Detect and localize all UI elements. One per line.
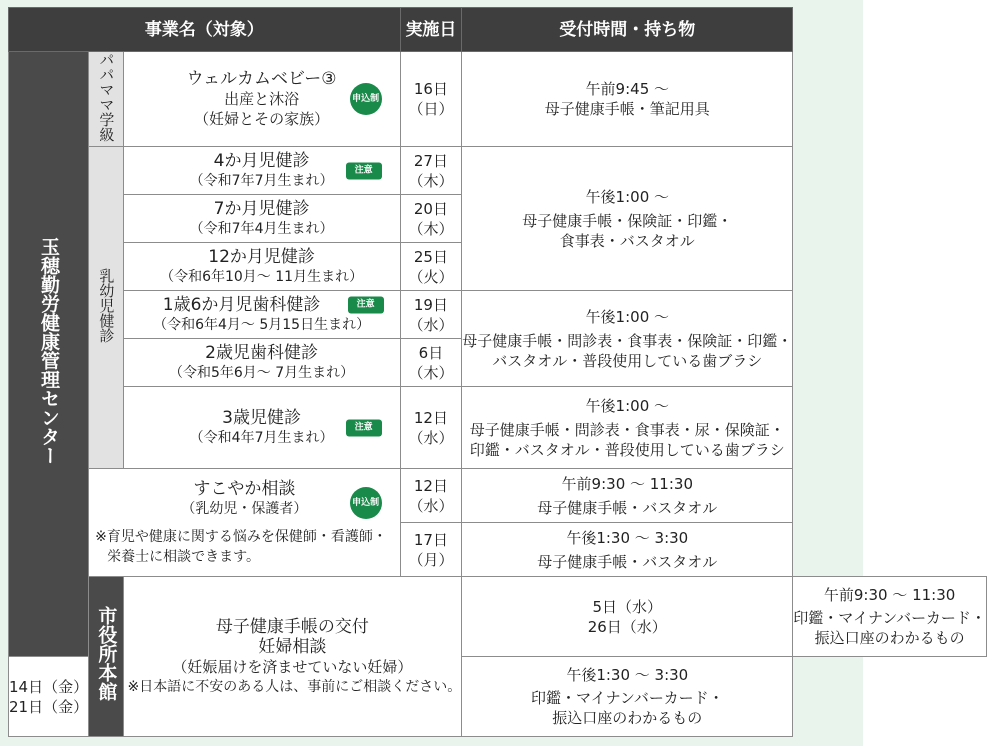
reception-cell: 午前9:45 ～ 母子健康手帳・筆記用具: [462, 52, 793, 147]
program-dental-18m: 1歳6か月児歯科健診 （令和6年4月～ 5月15日生まれ） 注意: [123, 291, 400, 339]
program-checkup-12m: 12か月児健診 （令和6年10月～ 11月生まれ）: [123, 243, 400, 291]
date-cell: 12日（水）: [400, 469, 462, 523]
reception-cell: 午後1:00 ～ 母子健康手帳・問診表・食事表・尿・保険証・ 印鑑・バスタオル・普段使用している歯ブラシ: [462, 387, 793, 469]
date-cell: 14日（金） 21日（金）: [9, 657, 89, 737]
reception-cell: 午後1:30 ～ 3:30 印鑑・マイナンバーカード・ 振込口座のわかるもの: [462, 657, 793, 737]
table-row: [9, 387, 987, 469]
group-infant-checkup: 乳幼児健診: [89, 147, 123, 469]
location-center: 玉穂勤労健康管理センター: [9, 52, 89, 657]
date-cell: 27日（木）: [400, 147, 462, 195]
program-handbook: 母子健康手帳の交付 妊婦相談 （妊娠届けを済ませていない妊婦） ※日本語に不安のある人は、事前にご相談ください。: [123, 577, 462, 737]
caution-badge: 注意: [348, 297, 384, 314]
header-reception: 受付時間・持ち物: [462, 8, 793, 52]
date-cell: 6日（木）: [400, 339, 462, 387]
reception-cell: 午後1:00 ～ 母子健康手帳・保険証・印鑑・ 食事表・バスタオル: [462, 147, 793, 291]
program-consultation: すこやか相談 （乳幼児・保護者） 申込制 ※育児や健康に関する悩みを保健師・看護師・ 栄養士に相談できます。: [89, 469, 401, 577]
table-row: [9, 147, 987, 195]
date-cell: 25日（火）: [400, 243, 462, 291]
date-cell: 17日（月）: [400, 523, 462, 577]
date-cell: 5日（水） 26日（水）: [462, 577, 793, 657]
program-welcome-baby: ウェルカムベビー③ 出産と沐浴 （妊婦とその家族） 申込制: [123, 52, 400, 147]
header-row: [9, 8, 987, 52]
reservation-badge: 申込制: [350, 487, 382, 519]
date-cell: 12日（水）: [400, 387, 462, 469]
program-checkup-4m: 4か月児健診 （令和7年7月生まれ） 注意: [123, 147, 400, 195]
program-checkup-3y: 3歳児健診 （令和4年7月生まれ） 注意: [123, 387, 400, 469]
program-dental-2y: 2歳児歯科健診 （令和5年6月～ 7月生まれ）: [123, 339, 400, 387]
date-cell: 16日（日）: [400, 52, 462, 147]
location-city-hall: 市役所本館: [89, 577, 123, 737]
caution-badge: 注意: [346, 162, 382, 179]
date-cell: 19日（水）: [400, 291, 462, 339]
table-row: [9, 291, 987, 339]
table-row: [9, 52, 987, 147]
reception-cell: 午後1:00 ～ 母子健康手帳・問診表・食事表・保険証・印鑑・ バスタオル・普段使用している歯ブラシ: [462, 291, 793, 387]
table-row: [9, 469, 987, 523]
reception-cell: 午後1:30 ～ 3:30 母子健康手帳・バスタオル: [462, 523, 793, 577]
reservation-badge: 申込制: [350, 83, 382, 115]
header-program: 事業名（対象）: [9, 8, 401, 52]
reception-cell: 午前9:30 ～ 11:30 印鑑・マイナンバーカード・ 振込口座のわかるもの: [793, 577, 987, 657]
header-date: 実施日: [400, 8, 462, 52]
schedule-table: [8, 7, 987, 737]
program-checkup-7m: 7か月児健診 （令和7年4月生まれ）: [123, 195, 400, 243]
reception-cell: 午前9:30 ～ 11:30 母子健康手帳・バスタオル: [462, 469, 793, 523]
group-parents-class: パパママ学級: [89, 52, 123, 147]
date-cell: 20日（木）: [400, 195, 462, 243]
table-row: [9, 577, 987, 657]
caution-badge: 注意: [346, 419, 382, 436]
